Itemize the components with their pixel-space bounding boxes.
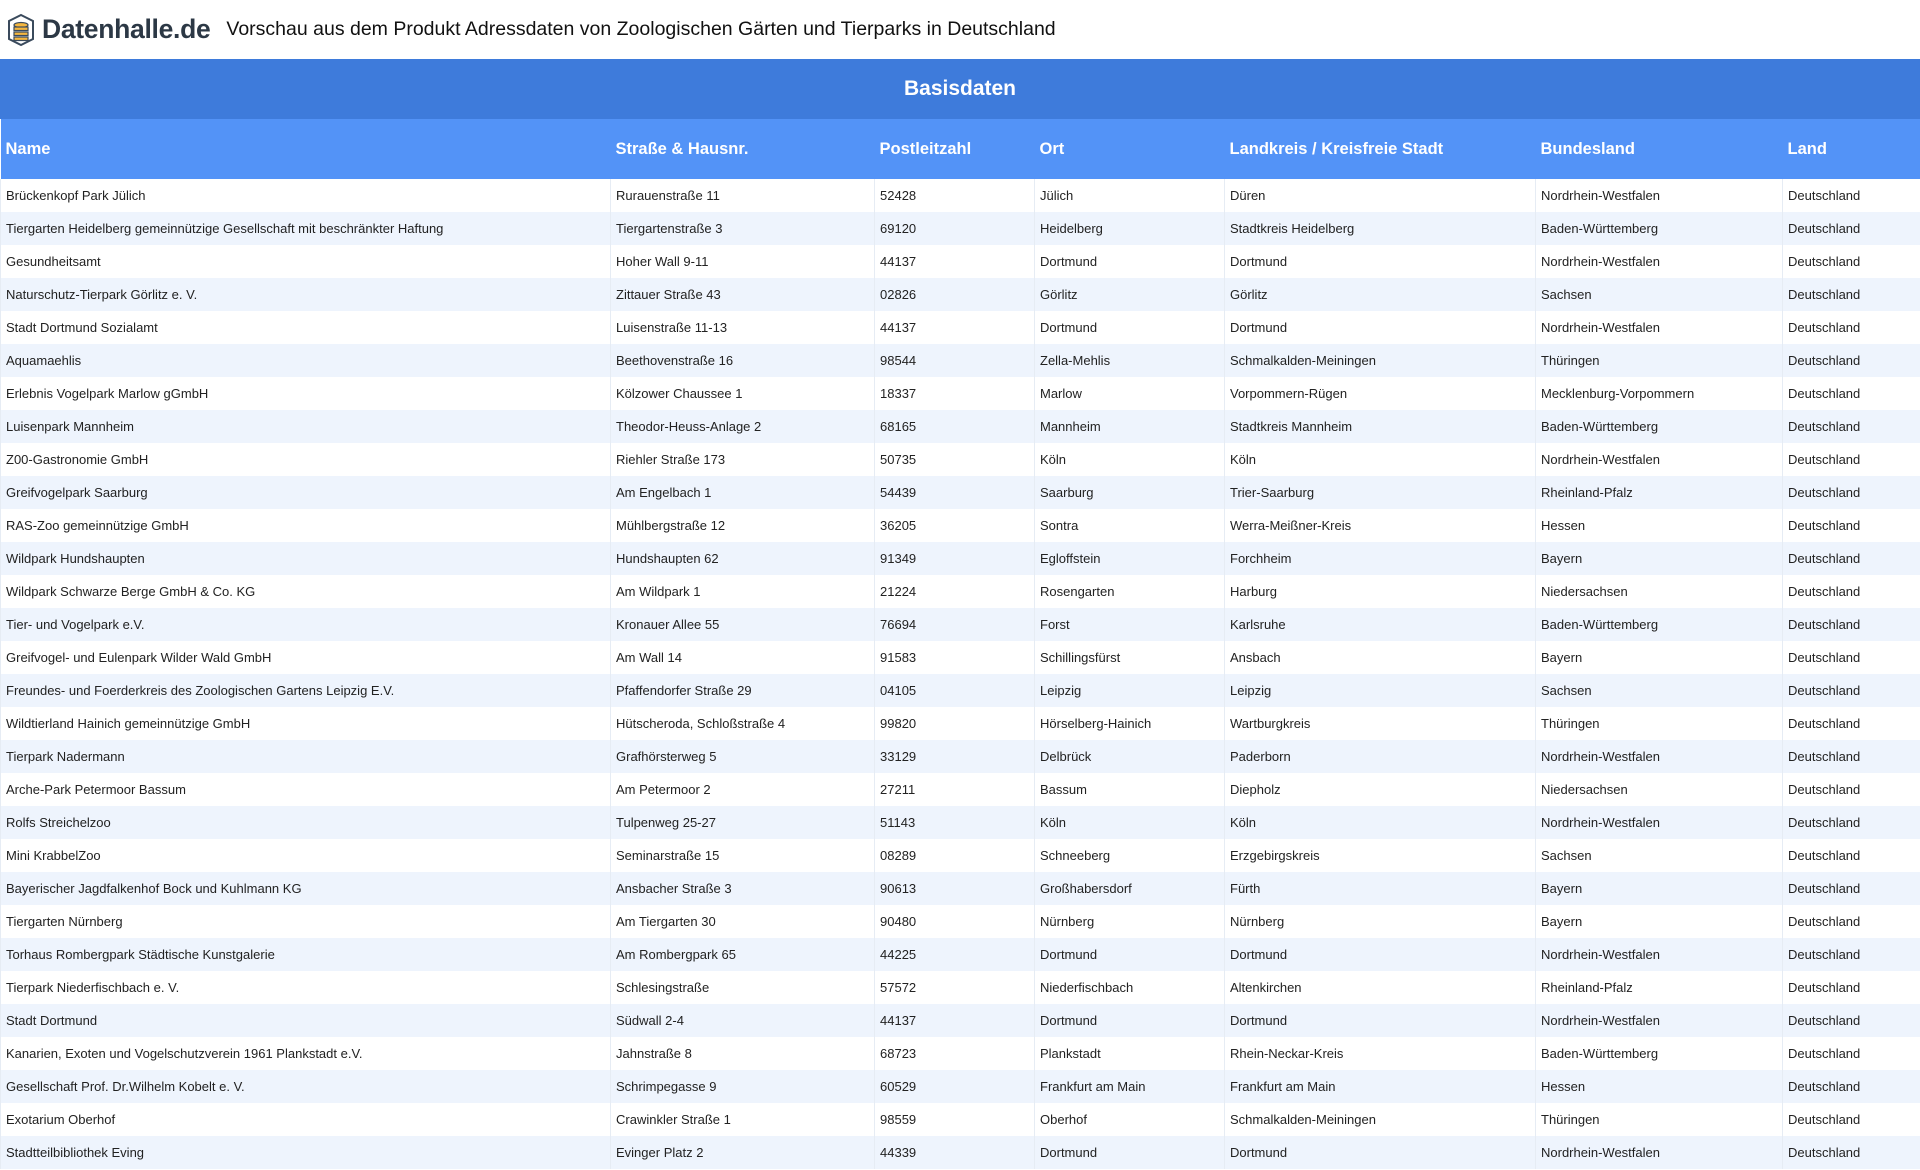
cell-street: Am Rombergpark 65 (611, 938, 875, 971)
cell-postal-code: 68723 (875, 1037, 1035, 1070)
table-header-row (1, 119, 1920, 179)
cell-city: Oberhof (1035, 1103, 1225, 1136)
cell-postal-code: 36205 (875, 509, 1035, 542)
cell-postal-code: 99820 (875, 707, 1035, 740)
cell-name: Arche-Park Petermoor Bassum (1, 773, 611, 806)
data-table (0, 119, 1920, 1169)
cell-city: Bassum (1035, 773, 1225, 806)
cell-name: Gesundheitsamt (1, 245, 611, 278)
table-row (1, 311, 1920, 344)
cell-district: Diepholz (1225, 773, 1536, 806)
cell-postal-code: 98559 (875, 1103, 1035, 1136)
cell-street: Kronauer Allee 55 (611, 608, 875, 641)
column-header-district[interactable]: Landkreis / Kreisfreie Stadt (1225, 119, 1536, 179)
cell-country: Deutschland (1783, 509, 1920, 542)
column-header-city[interactable]: Ort (1035, 119, 1225, 179)
cell-country: Deutschland (1783, 179, 1920, 212)
cell-city: Köln (1035, 806, 1225, 839)
cell-state: Nordrhein-Westfalen (1536, 740, 1783, 773)
cell-name: Freundes- und Foerderkreis des Zoologischen Gartens Leipzig E.V. (1, 674, 611, 707)
cell-district: Erzgebirgskreis (1225, 839, 1536, 872)
cell-state: Sachsen (1536, 839, 1783, 872)
cell-city: Frankfurt am Main (1035, 1070, 1225, 1103)
cell-postal-code: 44339 (875, 1136, 1035, 1169)
cell-street: Südwall 2-4 (611, 1004, 875, 1037)
cell-country: Deutschland (1783, 377, 1920, 410)
cell-name: Luisenpark Mannheim (1, 410, 611, 443)
cell-city: Dortmund (1035, 938, 1225, 971)
cell-city: Saarburg (1035, 476, 1225, 509)
cell-city: Dortmund (1035, 245, 1225, 278)
table-row (1, 773, 1920, 806)
cell-state: Rheinland-Pfalz (1536, 971, 1783, 1004)
cell-district: Köln (1225, 443, 1536, 476)
cell-name: Torhaus Rombergpark Städtische Kunstgalerie (1, 938, 611, 971)
cell-country: Deutschland (1783, 773, 1920, 806)
cell-district: Trier-Saarburg (1225, 476, 1536, 509)
table-row (1, 938, 1920, 971)
cell-street: Theodor-Heuss-Anlage 2 (611, 410, 875, 443)
cell-city: Jülich (1035, 179, 1225, 212)
table-row (1, 971, 1920, 1004)
cell-state: Nordrhein-Westfalen (1536, 311, 1783, 344)
cell-street: Beethovenstraße 16 (611, 344, 875, 377)
cell-city: Dortmund (1035, 1136, 1225, 1169)
cell-state: Sachsen (1536, 674, 1783, 707)
cell-postal-code: 02826 (875, 278, 1035, 311)
cell-state: Nordrhein-Westfalen (1536, 443, 1783, 476)
cell-street: Am Wall 14 (611, 641, 875, 674)
table-row (1, 839, 1920, 872)
cell-street: Hundshaupten 62 (611, 542, 875, 575)
table-row (1, 674, 1920, 707)
cell-district: Rhein-Neckar-Kreis (1225, 1037, 1536, 1070)
cell-postal-code: 76694 (875, 608, 1035, 641)
cell-city: Zella-Mehlis (1035, 344, 1225, 377)
cell-street: Rurauenstraße 11 (611, 179, 875, 212)
cell-name: RAS-Zoo gemeinnützige GmbH (1, 509, 611, 542)
cell-postal-code: 69120 (875, 212, 1035, 245)
table-body (1, 179, 1920, 1169)
cell-state: Hessen (1536, 509, 1783, 542)
cell-postal-code: 91583 (875, 641, 1035, 674)
cell-city: Mannheim (1035, 410, 1225, 443)
cell-city: Heidelberg (1035, 212, 1225, 245)
cell-postal-code: 08289 (875, 839, 1035, 872)
cell-country: Deutschland (1783, 311, 1920, 344)
logo[interactable] (6, 0, 210, 59)
cell-name: Wildpark Schwarze Berge GmbH & Co. KG (1, 575, 611, 608)
cell-country: Deutschland (1783, 278, 1920, 311)
cell-city: Forst (1035, 608, 1225, 641)
table-row (1, 212, 1920, 245)
cell-name: Naturschutz-Tierpark Görlitz e. V. (1, 278, 611, 311)
cell-city: Görlitz (1035, 278, 1225, 311)
cell-state: Nordrhein-Westfalen (1536, 1004, 1783, 1037)
cell-name: Tierpark Nadermann (1, 740, 611, 773)
cell-state: Baden-Württemberg (1536, 608, 1783, 641)
cell-state: Nordrhein-Westfalen (1536, 1136, 1783, 1169)
cell-postal-code: 18337 (875, 377, 1035, 410)
cell-street: Kölzower Chaussee 1 (611, 377, 875, 410)
cell-country: Deutschland (1783, 344, 1920, 377)
column-header-name[interactable]: Name (1, 119, 611, 179)
table-row (1, 806, 1920, 839)
cell-district: Stadtkreis Mannheim (1225, 410, 1536, 443)
cell-state: Sachsen (1536, 278, 1783, 311)
cell-street: Jahnstraße 8 (611, 1037, 875, 1070)
cell-postal-code: 33129 (875, 740, 1035, 773)
cell-street: Evinger Platz 2 (611, 1136, 875, 1169)
cell-district: Dortmund (1225, 1004, 1536, 1037)
cell-postal-code: 60529 (875, 1070, 1035, 1103)
cell-state: Thüringen (1536, 707, 1783, 740)
cell-district: Harburg (1225, 575, 1536, 608)
cell-country: Deutschland (1783, 542, 1920, 575)
cell-street: Grafhörsterweg 5 (611, 740, 875, 773)
cell-country: Deutschland (1783, 1037, 1920, 1070)
cell-country: Deutschland (1783, 707, 1920, 740)
cell-district: Dortmund (1225, 938, 1536, 971)
cell-district: Düren (1225, 179, 1536, 212)
table-row (1, 344, 1920, 377)
cell-country: Deutschland (1783, 938, 1920, 971)
section-banner: Basisdaten (0, 59, 1920, 119)
cell-city: Niederfischbach (1035, 971, 1225, 1004)
cell-name: Aquamaehlis (1, 344, 611, 377)
table-row (1, 740, 1920, 773)
cell-country: Deutschland (1783, 971, 1920, 1004)
cell-country: Deutschland (1783, 740, 1920, 773)
cell-name: Wildpark Hundshaupten (1, 542, 611, 575)
cell-country: Deutschland (1783, 443, 1920, 476)
cell-postal-code: 44137 (875, 245, 1035, 278)
cell-state: Baden-Württemberg (1536, 212, 1783, 245)
cell-street: Seminarstraße 15 (611, 839, 875, 872)
cell-district: Werra-Meißner-Kreis (1225, 509, 1536, 542)
cell-name: Rolfs Streichelzoo (1, 806, 611, 839)
cell-country: Deutschland (1783, 476, 1920, 509)
cell-district: Dortmund (1225, 311, 1536, 344)
table-row (1, 410, 1920, 443)
cell-name: Tier- und Vogelpark e.V. (1, 608, 611, 641)
cell-state: Nordrhein-Westfalen (1536, 806, 1783, 839)
column-header-postal-code[interactable]: Postleitzahl (875, 119, 1035, 179)
cell-name: Stadtteilbibliothek Eving (1, 1136, 611, 1169)
table-row (1, 1070, 1920, 1103)
cell-district: Görlitz (1225, 278, 1536, 311)
cell-name: Tierpark Niederfischbach e. V. (1, 971, 611, 1004)
cell-country: Deutschland (1783, 1103, 1920, 1136)
cell-state: Bayern (1536, 641, 1783, 674)
logo-text: Datenhalle.de (42, 14, 211, 44)
cell-street: Zittauer Straße 43 (611, 278, 875, 311)
cell-district: Forchheim (1225, 542, 1536, 575)
cell-state: Hessen (1536, 1070, 1783, 1103)
cell-state: Bayern (1536, 905, 1783, 938)
cell-city: Nürnberg (1035, 905, 1225, 938)
cell-district: Schmalkalden-Meiningen (1225, 1103, 1536, 1136)
cell-street: Crawinkler Straße 1 (611, 1103, 875, 1136)
cell-district: Paderborn (1225, 740, 1536, 773)
cell-name: Stadt Dortmund (1, 1004, 611, 1037)
cell-city: Schillingsfürst (1035, 641, 1225, 674)
cell-street: Pfaffendorfer Straße 29 (611, 674, 875, 707)
cell-name: Stadt Dortmund Sozialamt (1, 311, 611, 344)
cell-district: Altenkirchen (1225, 971, 1536, 1004)
cell-name: Tiergarten Heidelberg gemeinnützige Gesellschaft mit beschränkter Haftung (1, 212, 611, 245)
cell-city: Schneeberg (1035, 839, 1225, 872)
cell-name: Bayerischer Jagdfalkenhof Bock und Kuhlmann KG (1, 872, 611, 905)
cell-country: Deutschland (1783, 575, 1920, 608)
cell-postal-code: 90480 (875, 905, 1035, 938)
cell-district: Stadtkreis Heidelberg (1225, 212, 1536, 245)
table-row (1, 872, 1920, 905)
cell-name: Z00-Gastronomie GmbH (1, 443, 611, 476)
cell-street: Tiergartenstraße 3 (611, 212, 875, 245)
cell-district: Nürnberg (1225, 905, 1536, 938)
cell-country: Deutschland (1783, 641, 1920, 674)
cell-name: Wildtierland Hainich gemeinnützige GmbH (1, 707, 611, 740)
cell-state: Mecklenburg-Vorpommern (1536, 377, 1783, 410)
cell-name: Erlebnis Vogelpark Marlow gGmbH (1, 377, 611, 410)
column-header-country[interactable]: Land (1783, 119, 1920, 179)
table-row (1, 509, 1920, 542)
cell-state: Niedersachsen (1536, 773, 1783, 806)
cell-city: Marlow (1035, 377, 1225, 410)
cell-postal-code: 51143 (875, 806, 1035, 839)
cell-street: Mühlbergstraße 12 (611, 509, 875, 542)
cell-state: Thüringen (1536, 1103, 1783, 1136)
cell-country: Deutschland (1783, 608, 1920, 641)
cell-country: Deutschland (1783, 674, 1920, 707)
cell-postal-code: 91349 (875, 542, 1035, 575)
table-row (1, 278, 1920, 311)
cell-city: Delbrück (1035, 740, 1225, 773)
header (0, 0, 1920, 59)
cell-country: Deutschland (1783, 245, 1920, 278)
cell-street: Hoher Wall 9-11 (611, 245, 875, 278)
cell-street: Tulpenweg 25-27 (611, 806, 875, 839)
cell-postal-code: 44225 (875, 938, 1035, 971)
column-header-state[interactable]: Bundesland (1536, 119, 1783, 179)
cell-state: Bayern (1536, 872, 1783, 905)
cell-city: Sontra (1035, 509, 1225, 542)
cell-country: Deutschland (1783, 1136, 1920, 1169)
cell-state: Nordrhein-Westfalen (1536, 938, 1783, 971)
cell-state: Thüringen (1536, 344, 1783, 377)
cell-city: Leipzig (1035, 674, 1225, 707)
cell-street: Schlesingstraße (611, 971, 875, 1004)
cell-state: Rheinland-Pfalz (1536, 476, 1783, 509)
cell-postal-code: 44137 (875, 311, 1035, 344)
cell-name: Greifvogelpark Saarburg (1, 476, 611, 509)
cell-postal-code: 04105 (875, 674, 1035, 707)
cell-district: Vorpommern-Rügen (1225, 377, 1536, 410)
cell-state: Nordrhein-Westfalen (1536, 179, 1783, 212)
cell-country: Deutschland (1783, 839, 1920, 872)
cell-city: Egloffstein (1035, 542, 1225, 575)
cell-district: Wartburgkreis (1225, 707, 1536, 740)
cell-country: Deutschland (1783, 1004, 1920, 1037)
database-icon (6, 13, 36, 47)
cell-district: Ansbach (1225, 641, 1536, 674)
cell-name: Kanarien, Exoten und Vogelschutzverein 1961 Plankstadt e.V. (1, 1037, 611, 1070)
cell-postal-code: 68165 (875, 410, 1035, 443)
table-row (1, 542, 1920, 575)
cell-city: Dortmund (1035, 311, 1225, 344)
table-row (1, 608, 1920, 641)
cell-country: Deutschland (1783, 212, 1920, 245)
cell-country: Deutschland (1783, 872, 1920, 905)
cell-street: Riehler Straße 173 (611, 443, 875, 476)
page-title: Vorschau aus dem Produkt Adressdaten von Zoologischen Gärten und Tierparks in Deutschland (226, 18, 1056, 40)
cell-state: Niedersachsen (1536, 575, 1783, 608)
table-row (1, 377, 1920, 410)
cell-name: Exotarium Oberhof (1, 1103, 611, 1136)
cell-postal-code: 21224 (875, 575, 1035, 608)
table-row (1, 179, 1920, 212)
cell-district: Leipzig (1225, 674, 1536, 707)
cell-country: Deutschland (1783, 1070, 1920, 1103)
cell-street: Am Tiergarten 30 (611, 905, 875, 938)
table-row (1, 443, 1920, 476)
cell-postal-code: 27211 (875, 773, 1035, 806)
cell-city: Plankstadt (1035, 1037, 1225, 1070)
cell-district: Karlsruhe (1225, 608, 1536, 641)
cell-city: Hörselberg-Hainich (1035, 707, 1225, 740)
table-row (1, 575, 1920, 608)
table-row (1, 641, 1920, 674)
cell-district: Fürth (1225, 872, 1536, 905)
cell-country: Deutschland (1783, 905, 1920, 938)
table-row (1, 476, 1920, 509)
cell-city: Großhabersdorf (1035, 872, 1225, 905)
cell-state: Baden-Württemberg (1536, 410, 1783, 443)
cell-postal-code: 57572 (875, 971, 1035, 1004)
cell-district: Frankfurt am Main (1225, 1070, 1536, 1103)
table-row (1, 245, 1920, 278)
cell-postal-code: 54439 (875, 476, 1035, 509)
cell-street: Am Engelbach 1 (611, 476, 875, 509)
cell-postal-code: 44137 (875, 1004, 1035, 1037)
table-row (1, 1103, 1920, 1136)
cell-postal-code: 52428 (875, 179, 1035, 212)
cell-postal-code: 98544 (875, 344, 1035, 377)
cell-postal-code: 90613 (875, 872, 1035, 905)
cell-state: Bayern (1536, 542, 1783, 575)
cell-state: Baden-Württemberg (1536, 1037, 1783, 1070)
column-header-street[interactable]: Straße & Hausnr. (611, 119, 875, 179)
table-row (1, 707, 1920, 740)
cell-street: Schrimpegasse 9 (611, 1070, 875, 1103)
cell-postal-code: 50735 (875, 443, 1035, 476)
table-row (1, 905, 1920, 938)
table-row (1, 1136, 1920, 1169)
cell-name: Greifvogel- und Eulenpark Wilder Wald GmbH (1, 641, 611, 674)
cell-district: Schmalkalden-Meiningen (1225, 344, 1536, 377)
cell-state: Nordrhein-Westfalen (1536, 245, 1783, 278)
cell-name: Mini KrabbelZoo (1, 839, 611, 872)
cell-name: Tiergarten Nürnberg (1, 905, 611, 938)
cell-street: Ansbacher Straße 3 (611, 872, 875, 905)
cell-name: Brückenkopf Park Jülich (1, 179, 611, 212)
cell-country: Deutschland (1783, 806, 1920, 839)
cell-district: Köln (1225, 806, 1536, 839)
cell-street: Luisenstraße 11-13 (611, 311, 875, 344)
cell-street: Am Wildpark 1 (611, 575, 875, 608)
cell-street: Am Petermoor 2 (611, 773, 875, 806)
cell-district: Dortmund (1225, 1136, 1536, 1169)
table-row (1, 1004, 1920, 1037)
cell-city: Rosengarten (1035, 575, 1225, 608)
table-row (1, 1037, 1920, 1070)
cell-district: Dortmund (1225, 245, 1536, 278)
cell-name: Gesellschaft Prof. Dr.Wilhelm Kobelt e. V. (1, 1070, 611, 1103)
cell-city: Dortmund (1035, 1004, 1225, 1037)
cell-country: Deutschland (1783, 410, 1920, 443)
cell-city: Köln (1035, 443, 1225, 476)
cell-street: Hütscheroda, Schloßstraße 4 (611, 707, 875, 740)
